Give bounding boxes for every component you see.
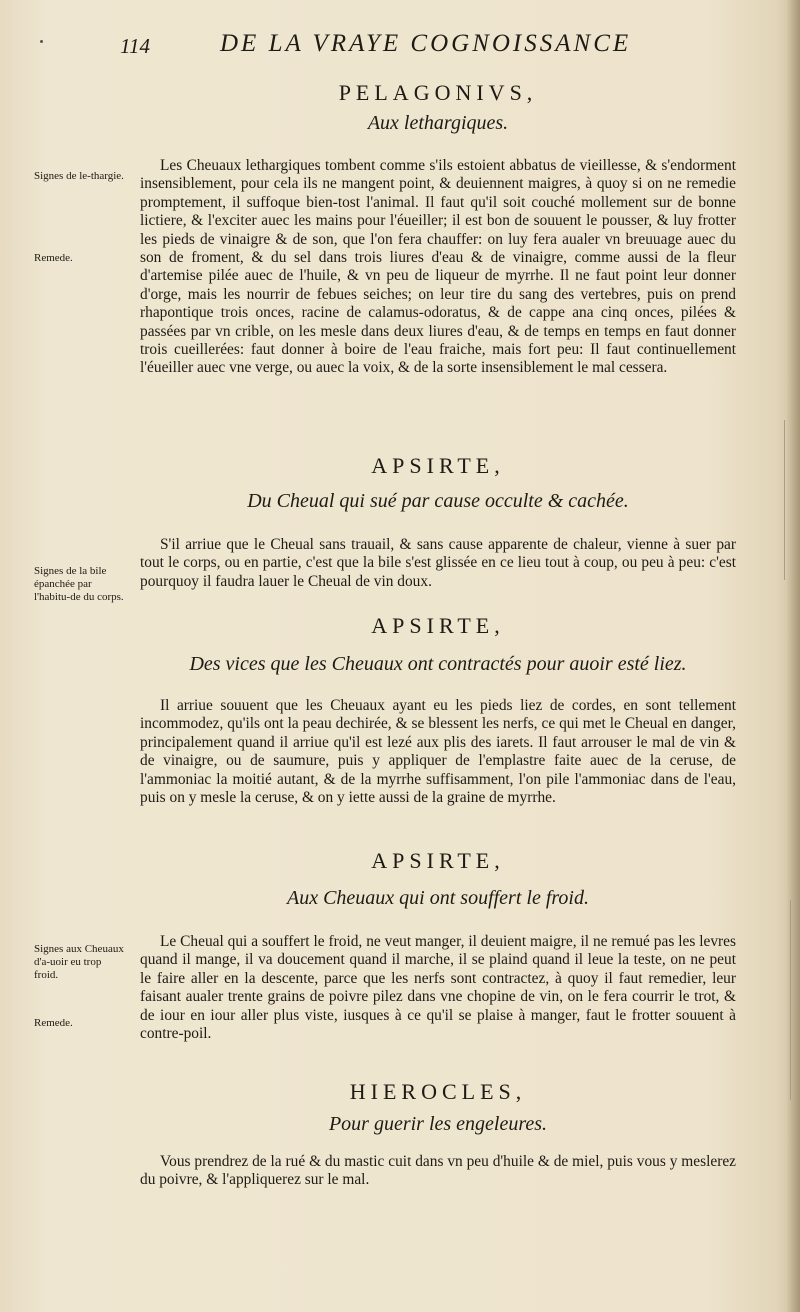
margin-note-signes-lethargie: Signes de le-thargie. <box>34 170 124 182</box>
margin-note-remede-1: Remede. <box>34 252 73 264</box>
margin-note-signes-froid: Signes aux Cheuaux d'a-uoir eu trop froid. <box>34 943 124 981</box>
section-author-hierocles: HIEROCLES, <box>349 1079 527 1104</box>
section-title-froid: Aux Cheuaux qui ont souffert le froid. <box>286 887 589 909</box>
section-author-apsirte-1: APSIRTE, <box>371 453 505 478</box>
section-title-engeleures: Pour guerir les engeleures. <box>328 1113 548 1135</box>
section-author-apsirte-3: APSIRTE, <box>371 848 505 873</box>
running-head <box>120 30 720 66</box>
margin-note-signes-bile: Signes de la bile épanchée par l'habitu-de du corps. <box>34 565 124 603</box>
paragraph-froid: Le Cheual qui a souffert le froid, ne veut manger, il deuient maigre, il ne remué pas les levres quand il mange, il va doucement quand il marche, il se plaind quand il leue la teste, on ne peut le faire aller en la descente, parce que les nerfs sont contractez, à quoy il faut remedier, leur faisant aualer trente grains de poivre pilez dans vne chopine de vin, on le fera courrir le trot, & de iour en iour aller plus viste, iusques à ce qu'il se plaise à manger, faut le frotter souuent à contre-poil. <box>140 933 736 1043</box>
paragraph-engeleures: Vous prendrez de la rué & du mastic cuit dans vn peu d'huile & de miel, puis vous y meslerez du poivre, & l'appliquerez sur le mal. <box>140 1153 736 1189</box>
running-head-title: DE LA VRAYE COGNOISSANCE <box>220 30 632 57</box>
paragraph-sueur: S'il arriue que le Cheual sans trauail, & sans cause apparente de chaleur, vienne à suer par tout le corps, ou en partie, c'est que la bile s'est glissée en ce lieu tout à coup, ou peu à peu: c'est pourquoy il faudra lauer le Cheual de vin doux. <box>140 536 736 590</box>
paper-scratch <box>790 900 791 1100</box>
section-author-apsirte-2: APSIRTE, <box>371 613 505 638</box>
paper-scratch <box>784 420 785 580</box>
section-author-pelagonius: PELAGONIVS, <box>338 80 538 105</box>
margin-note-remede-2: Remede. <box>34 1017 73 1029</box>
ink-dot <box>40 40 43 43</box>
section-title-lethargiques: Aux lethargiques. <box>367 112 509 134</box>
section-title-liez: Des vices que les Cheuaux ont contractés pour auoir esté liez. <box>189 653 687 675</box>
section-title-sueur: Du Cheual qui sué par cause occulte & cachée. <box>247 490 629 512</box>
page-number: 114 <box>120 34 150 58</box>
paragraph-liez: Il arriue souuent que les Cheuaux ayant eu les pieds liez de cordes, en sont tellement incommodez, qu'ils ont la peau dechirée, & se blessent les nerfs, ce qui met le Cheual en danger, principalement quand il arriue qu'il est lezé aux plis des iarets. Il faut arrouser le mal de vin & de vinaigre, ou de saumure, puis y appliquer de l'emplastre faite auec de la ceruse, de l'ammoniac la moitié autant, & de la myrrhe suffisamment, l'on pile l'ammoniac dans de l'eau, puis on y mesle la ceruse, & on y iette aussi de la graine de myrrhe. <box>140 697 736 807</box>
page-edge-shadow <box>786 0 800 1312</box>
paragraph-lethargiques: Les Cheuaux lethargiques tombent comme s'ils estoient abbatus de vieillesse, & s'endorment insensiblement, pour cela ils ne mangent point, & deuiennent maigres, à quoy si on ne remedie promptement, il suffoque bien-tost l'animal. Il faut qu'il soit couché mollement sur de bonne lictiere, & l'exciter auec les mains pour l'éueiller; il est bon de souuent le pousser, & luy frotter les pieds de vinaigre & de son, que l'on fera chauffer: on luy fera aualer vn breuuage auec du son de froment, & du sel dans trois liures d'eau & de vinaigre, comme aussi de la fleur d'artemise pilée auec de l'huile, & vn peu de liqueur de myrrhe. Il ne faut point leur donner d'orge, mais les nourrir de febues seiches; on leur tire du sang des vertebres, puis on prend rhapontique trois onces, racine de calamus-odoratus, & de cappe ana cinq onces, pilées & passées par vn crible, on les mesle dans deux liures d'eau, & de temps en temps en faut donner trois cueillerées: faut donner à boire de l'eau fraiche, mais fort peu: Il faut continuellement l'éueiller auec vne verge, ou auec la voix, & de la sorte insensiblement le mal cessera. <box>140 157 736 377</box>
